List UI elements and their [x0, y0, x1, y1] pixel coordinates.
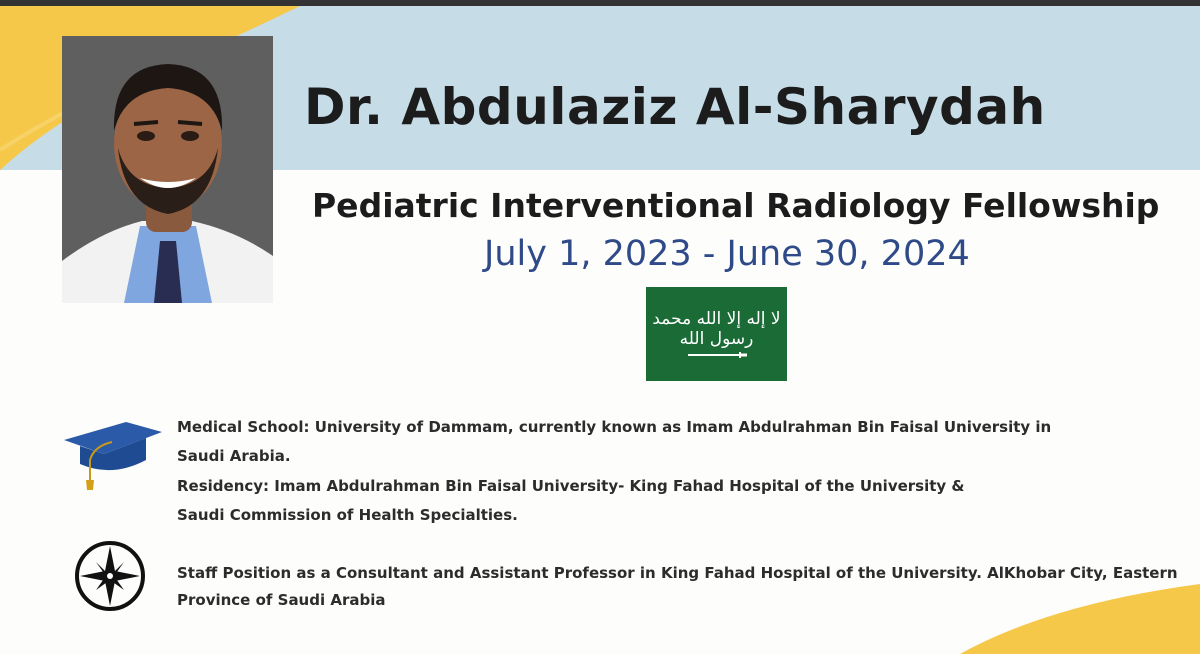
fellowship-title: Pediatric Interventional Radiology Fellowship [312, 186, 1160, 225]
doctor-name: Dr. Abdulaziz Al-Sharydah [304, 78, 1046, 136]
sword-icon [686, 351, 748, 359]
graduation-cap-icon [64, 420, 164, 492]
medical-school-line-1: Medical School: University of Dammam, currently known as Imam Abdulrahman Bin Faisal University in [177, 418, 1052, 436]
staff-position-line-1: Staff Position as a Consultant and Assistant Professor in King Fahad Hospital of the University. AlKhobar City, Eastern [177, 564, 1178, 582]
compass-rose-icon [74, 540, 146, 612]
portrait-photo [62, 36, 273, 303]
flag-inscription: لا إله إلا الله محمد رسول الله [652, 309, 781, 349]
residency-line-1: Residency: Imam Abdulrahman Bin Faisal University- King Fahad Hospital of the University & [177, 477, 965, 495]
saudi-flag [646, 287, 787, 381]
medical-school-line-2: Saudi Arabia. [177, 447, 291, 465]
staff-position-line-2: Province of Saudi Arabia [177, 591, 386, 609]
residency-line-2: Saudi Commission of Health Specialties. [177, 506, 518, 524]
portrait-illustration [62, 36, 273, 303]
fellowship-dates: July 1, 2023 - June 30, 2024 [484, 234, 970, 274]
